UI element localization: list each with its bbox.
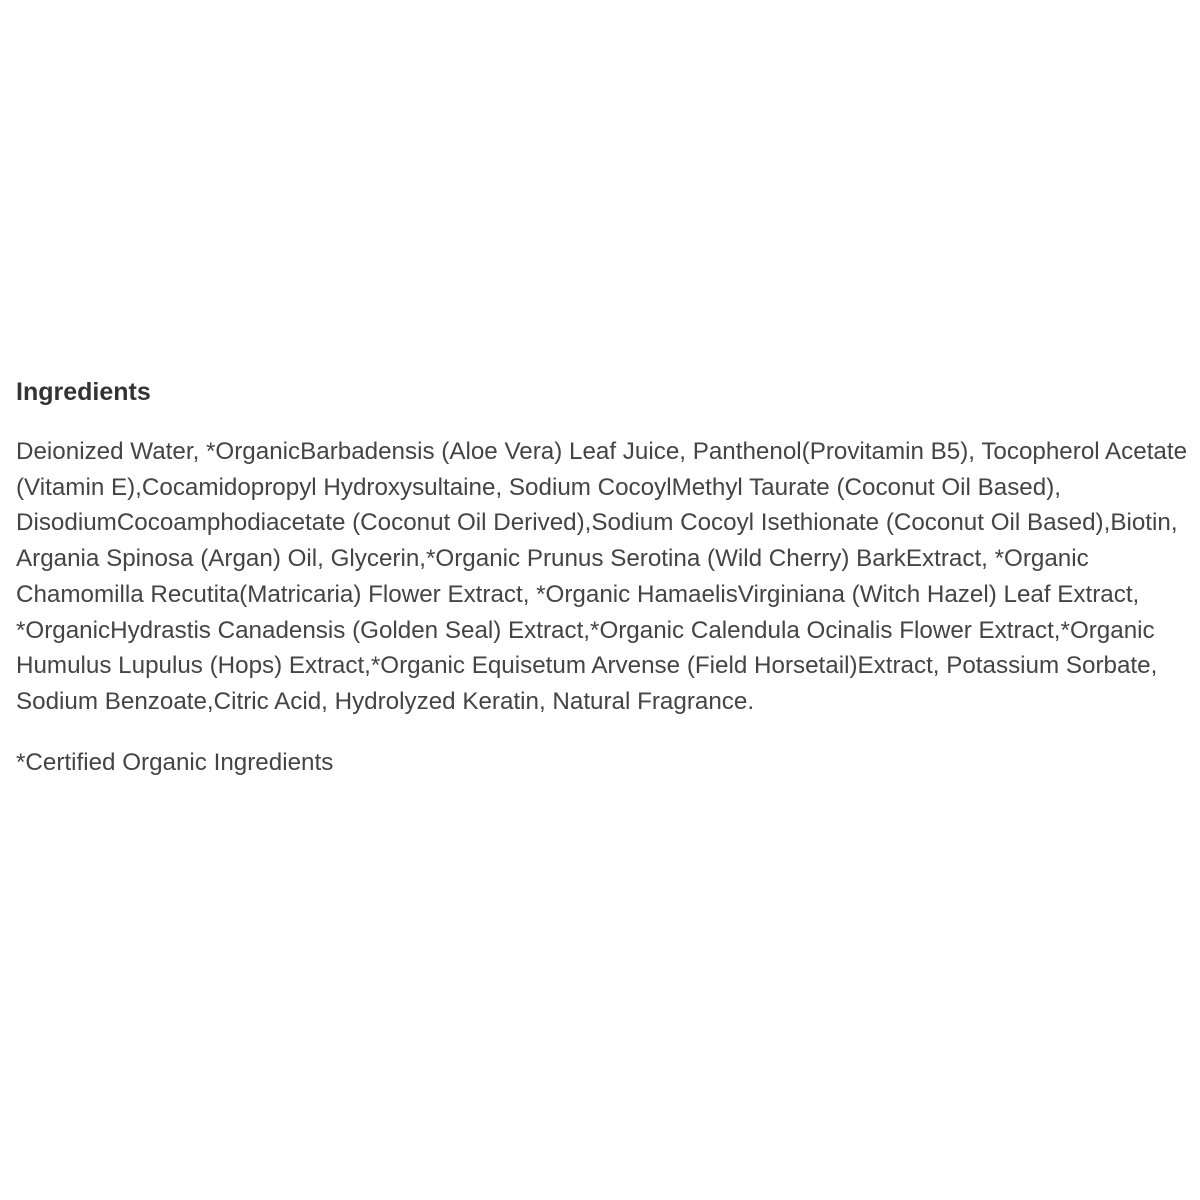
ingredients-title: Ingredients: [16, 378, 151, 406]
ingredients-section: [16, 374, 1188, 781]
ingredients-list: Deionized Water, *OrganicBarbadensis (Aloe Vera) Leaf Juice, Panthenol(Provitamin B5), Tocopherol Acetate (Vitamin E),Cocamidopropyl Hydroxysultaine, Sodium CocoylMethyl Taurate (Coconut Oil Based), DisodiumCocoamphodiacetate (Coconut Oil Derived),Sodium Cocoyl Isethionate (Coconut Oil Based),Biotin, Argania Spinosa (Argan) Oil, Glycerin,*Organic Prunus Serotina (Wild Cherry) BarkExtract, *Organic Chamomilla Recutita(Matricaria) Flower Extract, *Organic HamaelisVirginiana (Witch Hazel) Leaf Extract, *OrganicHydrastis Canadensis (Golden Seal) Extract,*Organic Calendula Ocinalis Flower Extract,*Organic Humulus Lupulus (Hops) Extract,*Organic Equisetum Arvense (Field Horsetail)Extract, Potassium Sorbate, Sodium Benzoate,Citric Acid, Hydrolyzed Keratin, Natural Fragrance.: [16, 438, 1188, 715]
organic-footnote: *Certified Organic Ingredients: [16, 748, 334, 776]
